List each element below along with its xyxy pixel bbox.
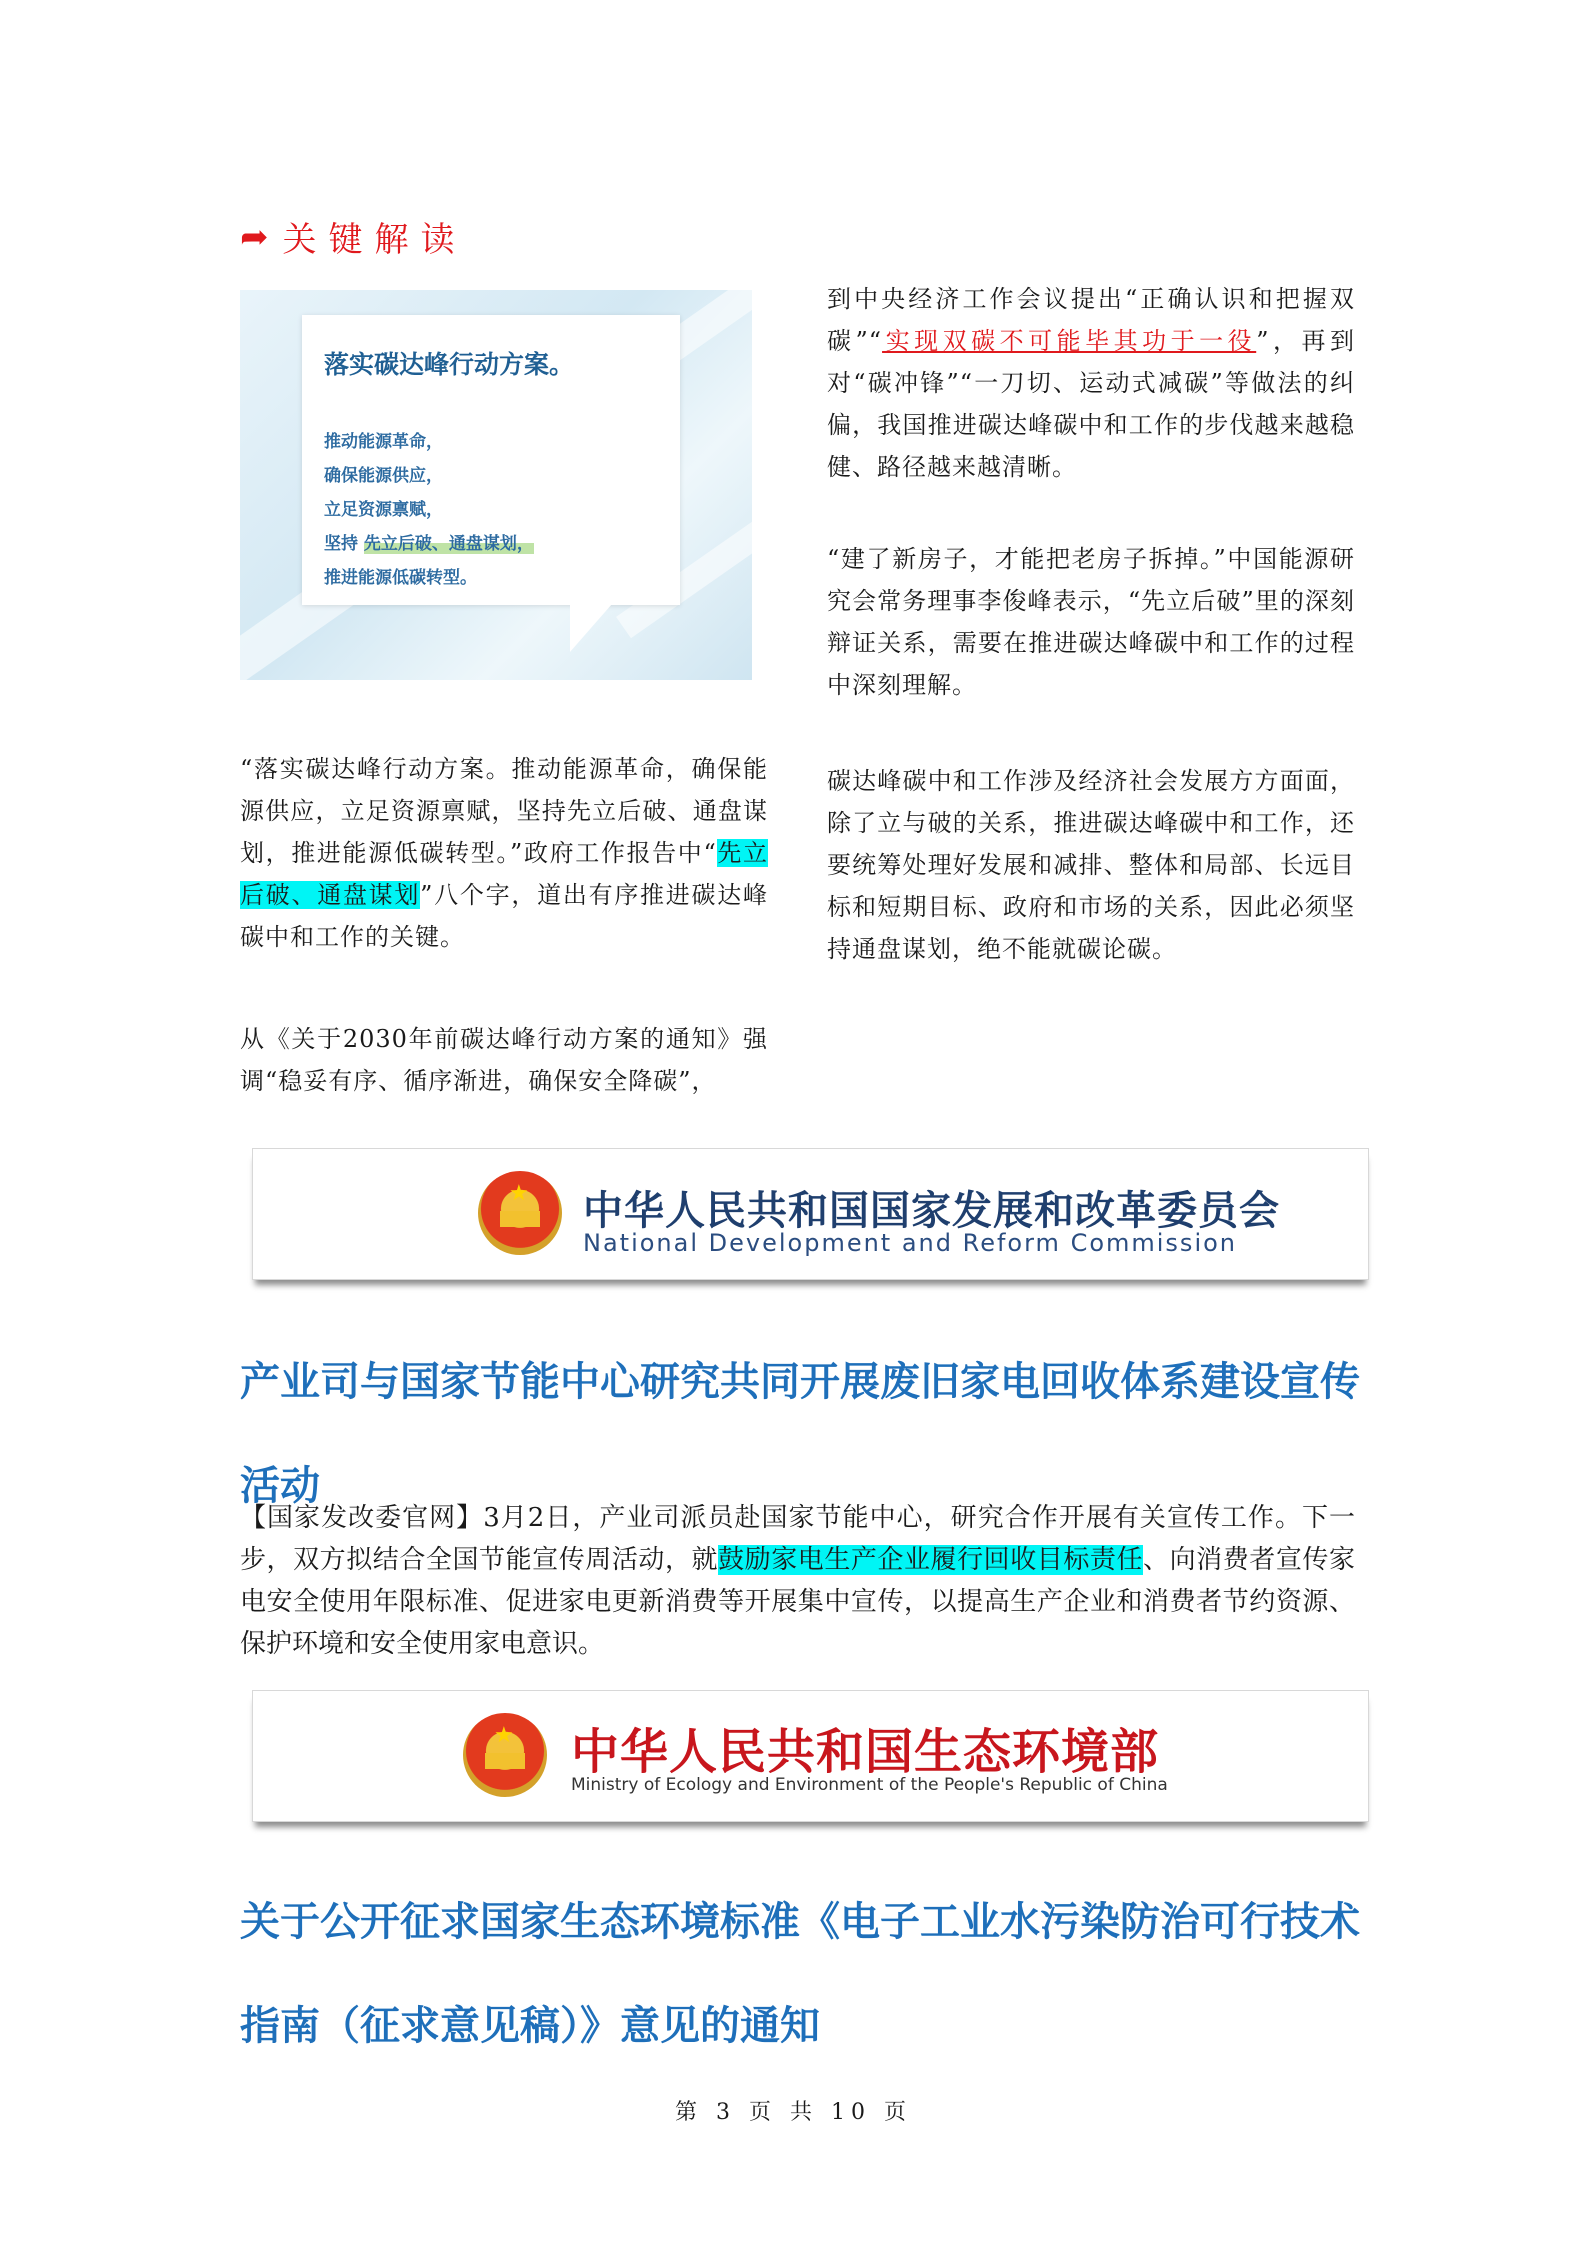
speech-bubble: [302, 315, 680, 605]
left-p1-text-end: ”八个字，道出有序推进碳达峰碳中和工作的关键。: [240, 881, 768, 951]
mee-name-en: Ministry of Ecology and Environment of the People's Republic of China: [571, 1775, 1168, 1795]
article-1-text: 【国家发改委官网】3月2日，产业司派员赴国家节能中心，研究合作开展有关宣传工作。下一步，双方拟结合全国节能宣传周活动，就: [240, 1503, 1355, 1575]
right-paragraph-1: [827, 278, 1355, 488]
image-card-highlight: 先立后破、通盘谋划，: [363, 534, 534, 554]
arrow-right-icon: ➦: [240, 216, 269, 257]
image-card-line: 立足资源禀赋，: [324, 500, 443, 520]
image-card-line: 推进能源低碳转型。: [324, 568, 477, 588]
section-header: [240, 212, 467, 261]
ndrc-name-en: National Development and Reform Commission: [583, 1229, 1237, 1257]
image-card-title: 落实碳达峰行动方案。: [324, 350, 575, 379]
article-2-title: 关于公开征求国家生态环境标准《电子工业水污染防治可行技术指南（征求意见稿）》意见的通知: [240, 1899, 1360, 2049]
left-p1-text: “落实碳达峰行动方案。推动能源革命，确保能源供应，立足资源禀赋，坚持先立后破、通盘谋划，推进能源低碳转型。”政府工作报告中“: [240, 755, 768, 867]
quote-image-card: [240, 290, 752, 680]
image-card-line: 推动能源革命，: [324, 432, 443, 452]
mee-name-cn: 中华人民共和国生态环境部: [571, 1724, 1160, 1780]
image-card-line: 确保能源供应，: [324, 466, 443, 486]
image-card-line: [324, 527, 534, 561]
right-p1-text: 到中央经济工作会议提出“正确认识和把握双碳”“: [827, 285, 1355, 355]
speech-bubble-tail: [570, 604, 612, 652]
left-paragraph-1: [240, 748, 768, 958]
article-1-title: 产业司与国家节能中心研究共同开展废旧家电回收体系建设宣传活动: [240, 1359, 1360, 1509]
article-1-body: [240, 1497, 1355, 1665]
right-paragraph-3: 碳达峰碳中和工作涉及经济社会发展方方面面，除了立与破的关系，推进碳达峰碳中和工作，还要统筹处理好发展和减排、整体和局部、长远目标和短期目标、政府和市场的关系，因此必须坚持通盘谋划，绝不能就碳论碳。: [827, 767, 1355, 963]
article-1-highlight: 鼓励家电生产企业履行回收目标责任: [718, 1545, 1144, 1575]
national-emblem-icon: ★: [478, 1171, 562, 1255]
page-number: 第 3 页 共 10 页: [675, 2100, 912, 2125]
image-card-line-prefix: 坚持: [324, 534, 358, 554]
right-p1-underline: 实现双碳不可能毕其功于一役: [882, 327, 1257, 355]
image-card-lines: [324, 425, 534, 595]
right-paragraph-2: “建了新房子，才能把老房子拆掉。”中国能源研究会常务理事李俊峰表示，“先立后破”里的深刻辩证关系，需要在推进碳达峰碳中和工作的过程中深刻理解。: [827, 545, 1355, 699]
ndrc-name-cn: 中华人民共和国国家发展和改革委员会: [583, 1188, 1280, 1234]
article-1-text-end: 、向消费者宣传家电安全使用年限标准、促进家电更新消费等开展集中宣传，以提高生产企业和消费者节约资源、保护环境和安全使用家电意识。: [240, 1545, 1355, 1659]
left-p1-highlight: 先立后破、通盘谋划: [240, 839, 768, 909]
national-emblem-icon: ★: [463, 1713, 547, 1797]
section-title: 关键解读: [282, 220, 467, 260]
left-paragraph-2: 从《关于2030年前碳达峰行动方案的通知》强调“稳妥有序、循序渐进，确保安全降碳”，: [240, 1025, 768, 1095]
ndrc-banner: [252, 1148, 1369, 1280]
right-p1-text-end: ”，再到对“碳冲锋”“一刀切、运动式减碳”等做法的纠偏，我国推进碳达峰碳中和工作的步伐越来越稳健、路径越来越清晰。: [827, 327, 1356, 481]
mee-banner: [252, 1690, 1369, 1822]
